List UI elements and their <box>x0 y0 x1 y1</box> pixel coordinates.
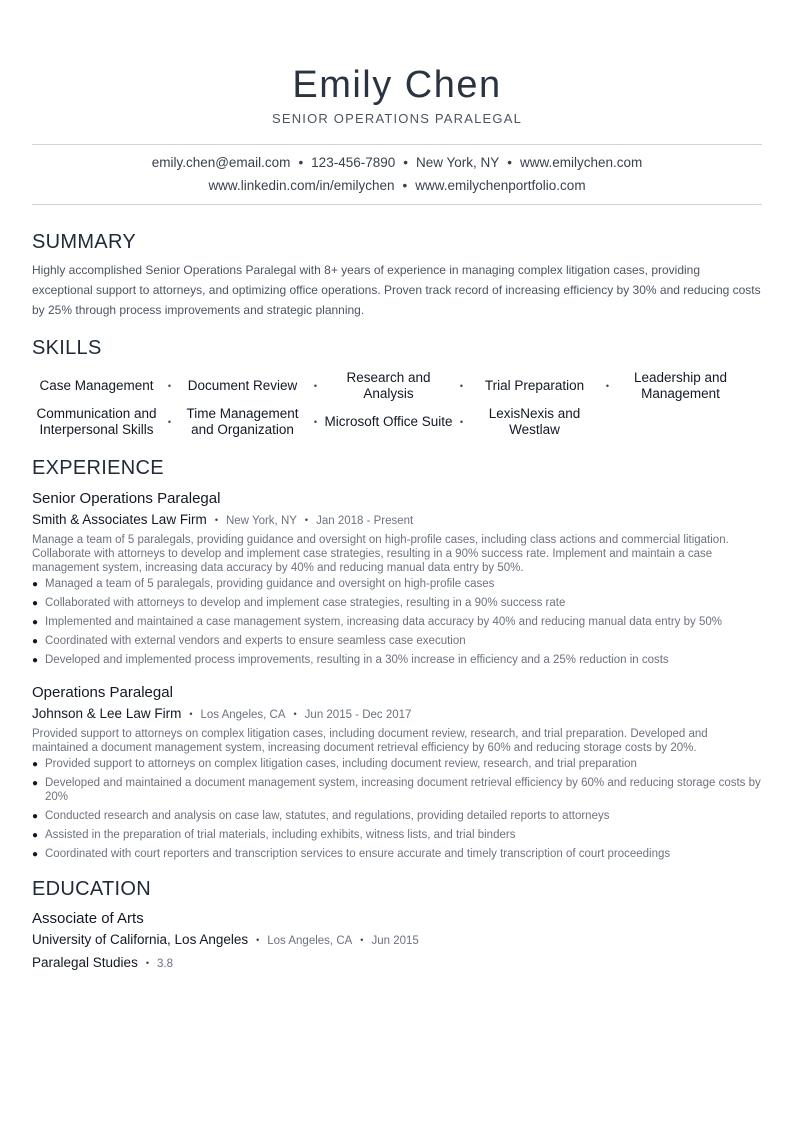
separator-dot: • <box>507 155 513 170</box>
company-name: Smith & Associates Law Firm <box>32 512 207 527</box>
resume-header <box>32 0 762 205</box>
experience-heading: EXPERIENCE <box>32 457 164 479</box>
bullet-icon: ● <box>32 655 39 666</box>
graduation-date: Jun 2015 <box>371 935 419 947</box>
job-org-line <box>32 703 762 726</box>
list-item <box>32 577 762 591</box>
separator-dot: • <box>360 935 364 945</box>
job-entry <box>32 683 762 861</box>
bullet-icon: ● <box>32 636 39 647</box>
job-title: Senior Operations Paralegal <box>32 490 221 507</box>
skill-item: LexisNexis and Westlaw <box>488 406 581 437</box>
school-line <box>32 929 762 952</box>
degree-title: Associate of Arts <box>32 910 144 927</box>
bullet-text: Developed and implemented process improvements, resulting in a 30% increase in efficiency and a 25% reduction in costs <box>45 654 669 666</box>
skills-section <box>32 336 762 438</box>
list-item <box>32 776 762 804</box>
list-item <box>32 809 762 823</box>
separator-dot: • <box>304 515 309 525</box>
list-item <box>32 757 762 771</box>
job-title: Operations Paralegal <box>32 684 173 701</box>
job-dates: Jan 2018 - Present <box>316 515 414 527</box>
separator-dot: • <box>605 381 610 391</box>
skill-item: Research and Analysis <box>346 370 431 401</box>
summary-heading: SUMMARY <box>32 231 136 253</box>
bullet-text: Coordinated with external vendors and experts to ensure seamless case execution <box>45 635 466 647</box>
separator-dot: • <box>167 417 172 427</box>
candidate-name: Emily Chen <box>292 64 502 106</box>
phone-number[interactable]: 123-456-7890 <box>311 155 396 170</box>
skills-row <box>32 406 762 438</box>
bullet-text: Coordinated with court reporters and transcription services to ensure accurate and timely transcription of court proceedings <box>45 848 671 860</box>
header-divider-bottom <box>32 204 762 205</box>
bullet-icon: ● <box>32 598 39 609</box>
job-location: Los Angeles, CA <box>200 709 286 721</box>
gpa-value: 3.8 <box>156 958 173 970</box>
skill-item: Case Management <box>39 378 154 393</box>
job-bullet-list <box>32 757 762 861</box>
separator-dot: • <box>403 155 408 170</box>
email-link[interactable]: emily.chen@email.com <box>151 155 291 170</box>
skill-item: Document Review <box>187 378 298 393</box>
company-name: Johnson & Lee Law Firm <box>32 706 182 721</box>
bullet-text: Conducted research and analysis on case law, statutes, and regulations, providing detailed reports to attorneys <box>45 810 610 822</box>
skills-heading: SKILLS <box>32 337 102 359</box>
job-org-line <box>32 509 762 532</box>
separator-dot: • <box>189 709 193 719</box>
separator-dot: • <box>293 709 297 719</box>
separator-dot: • <box>145 958 149 968</box>
contact-line-1 <box>32 151 762 174</box>
education-section <box>32 877 762 975</box>
bullet-icon: ● <box>32 830 39 841</box>
bullet-text: Provided support to attorneys on complex litigation cases, including document review, research, and trial preparation <box>45 758 637 770</box>
bullet-text: Managed a team of 5 paralegals, providing guidance and oversight on high-profile cases <box>45 578 495 590</box>
skill-item: Time Management and Organization <box>186 406 299 437</box>
summary-section <box>32 230 762 320</box>
list-item <box>32 847 762 861</box>
separator-dot: • <box>298 155 304 170</box>
bullet-text: Implemented and maintained a case management system, increasing data accuracy by 40% and reducing manual data entry by 50% <box>45 616 722 628</box>
bullet-icon: ● <box>32 759 39 770</box>
skill-item: Trial Preparation <box>484 378 585 393</box>
separator-dot: • <box>402 178 408 193</box>
skill-item: Communication and Interpersonal Skills <box>36 406 157 437</box>
website-link[interactable]: www.emilychen.com <box>520 155 643 170</box>
experience-section <box>32 456 762 861</box>
list-item <box>32 653 762 667</box>
separator-dot: • <box>214 515 218 525</box>
education-heading: EDUCATION <box>32 878 151 900</box>
skill-item: Microsoft Office Suite <box>324 414 453 429</box>
major-line <box>32 952 762 975</box>
job-entry <box>32 489 762 667</box>
list-item <box>32 615 762 629</box>
bullet-text: Collaborated with attorneys to develop and implement case strategies, resulting in a 90% success rate <box>45 597 566 609</box>
school-location: Los Angeles, CA <box>267 935 353 947</box>
summary-text: Highly accomplished Senior Operations Paralegal with 8+ years of experience in managing complex litigation cases, providing exceptional support to attorneys, and optimizing office operations. Proven track record of increasing efficiency by 30% and reducing costs by 25% through process improvements and strategic planning. <box>32 263 761 317</box>
job-description: Manage a team of 5 paralegals, providing guidance and oversight on high-profile cases, including class actions and commercial litigation. Collaborate with attorneys to develop and implement case strategies, resulting in a 90% success rate. Implement and maintain a case management system, increasing data accuracy by 40% and reducing manual data entry by 50%. <box>32 534 729 574</box>
bullet-text: Developed and maintained a document management system, increasing document retrieval efficiency by 60% and reducing storage costs by 20% <box>45 777 761 803</box>
bullet-icon: ● <box>32 849 39 860</box>
job-dates: Jun 2015 - Dec 2017 <box>304 709 412 721</box>
school-name: University of California, Los Angeles <box>32 932 249 947</box>
bullet-icon: ● <box>32 778 39 789</box>
location-text: New York, NY <box>415 155 500 170</box>
major-name: Paralegal Studies <box>32 955 138 970</box>
skills-grid <box>32 370 762 438</box>
contact-line-2 <box>32 174 762 197</box>
skill-item: Leadership and Management <box>633 370 728 401</box>
bullet-text: Assisted in the preparation of trial materials, including exhibits, witness lists, and trial binders <box>45 829 516 841</box>
linkedin-link[interactable]: www.linkedin.com/in/emilychen <box>208 178 395 193</box>
separator-dot: • <box>459 417 464 427</box>
list-item <box>32 596 762 610</box>
job-bullet-list <box>32 577 762 667</box>
candidate-title: SENIOR OPERATIONS PARALEGAL <box>271 111 523 126</box>
contact-info <box>32 145 762 204</box>
separator-dot: • <box>256 935 260 945</box>
list-item <box>32 634 762 648</box>
bullet-icon: ● <box>32 579 39 590</box>
separator-dot: • <box>459 381 464 391</box>
bullet-icon: ● <box>32 617 39 628</box>
bullet-icon: ● <box>32 811 39 822</box>
job-location: New York, NY <box>225 515 297 527</box>
job-description: Provided support to attorneys on complex litigation cases, including document review, research, and trial preparation. Developed and maintained a document management system, increasing document retrieval efficiency by 60% and reducing storage costs by 20%. <box>32 728 708 754</box>
separator-dot: • <box>313 381 318 391</box>
separator-dot: • <box>167 381 172 391</box>
portfolio-link[interactable]: www.emilychenportfolio.com <box>415 178 586 193</box>
separator-dot: • <box>313 417 318 427</box>
skills-row <box>32 370 762 402</box>
list-item <box>32 828 762 842</box>
